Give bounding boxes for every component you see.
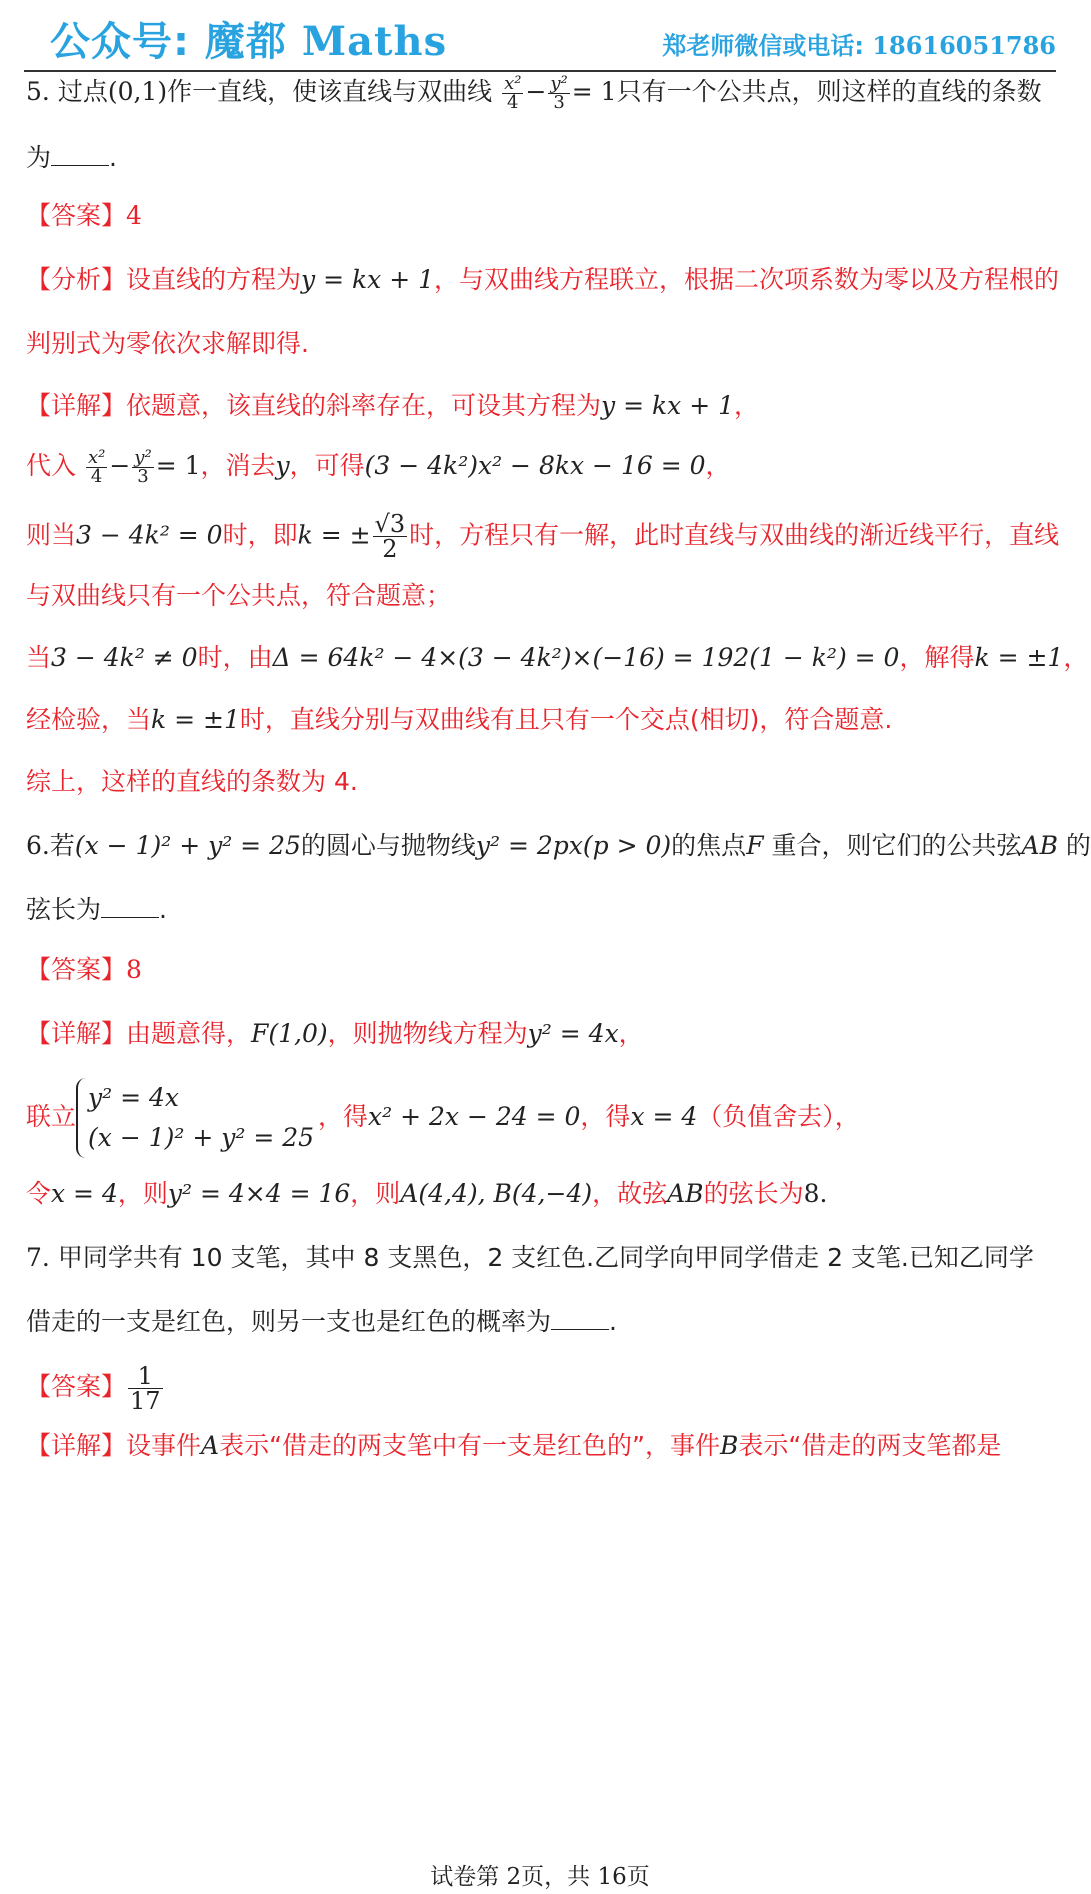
q5-detail-line5: 当3 − 4k² ≠ 0时，由Δ = 64k² − 4×(3 − 4k²)×(−16) = 192(1 − k²) = 0，解得k = ±1， (26, 643, 1089, 672)
q7-answer: 【答案】 $\frac{1}{17}$ (26, 1361, 161, 1415)
page-footer: 试卷第 2页，共 16页 (430, 1864, 650, 1890)
q5-detail-line4: 与双曲线只有一个公共点，符合题意； (26, 581, 452, 610)
page-header (0, 0, 1080, 72)
q7-stem-line2: 借走的一支是红色，则另一支也是红色的概率为 . (26, 1307, 617, 1336)
q5-detail-line3: 则当3 − 4k² = 0时，即k = ± $\frac{√3}{2}$ 时，方程只有一解，此时直线与双曲线的渐近线平行，直线 (26, 510, 1060, 563)
header-divider (24, 70, 1056, 72)
q5-detail-line1: 【详解】依题意，该直线的斜率存在，可设其方程为y = kx + 1， (26, 391, 760, 420)
equation-system: y² = 4x (x − 1)² + y² = 25 (76, 1078, 318, 1158)
answer-blank (101, 895, 159, 918)
q6-detail-line2: 联立 y² = 4x (x − 1)² + y² = 25 ，得x² + 2x − 24 = 0，得x = 4（负值舍去）， (26, 1078, 1056, 1158)
q6-detail-line1: 【详解】由题意得，F(1,0)，则抛物线方程为y² = 4x， (26, 1019, 644, 1048)
q6-stem-line1: 6.若(x − 1)² + y² = 25的圆心与抛物线y² = 2px(p > 0)的焦点F 重合，则它们的公共弦AB 的 (26, 831, 1091, 860)
answer-blank (551, 1307, 609, 1330)
q5-analysis-line2: 判别式为零依次求解即得. (26, 329, 309, 358)
answer-fraction: $\frac{1}{17}$ (130, 1361, 161, 1415)
contact-info: 郑老师微信或电话: 18616051786 (662, 31, 1056, 60)
q5-answer: 【答案】4 (26, 201, 142, 230)
q5-analysis-line1: 【分析】设直线的方程为y = kx + 1，与双曲线方程联立，根据二次项系数为零以及方程根的 (26, 265, 1060, 294)
q5-detail-line6: 经检验，当k = ±1时，直线分别与双曲线有且只有一个交点(相切)，符合题意. (26, 705, 893, 734)
q6-detail-line3: 令x = 4，则y² = 4×4 = 16，则A(4,4), B(4,−4)，故弦AB的弦长为8. (26, 1179, 828, 1208)
q7-detail-line1: 【详解】设事件A表示“借走的两支笔中有一支是红色的”，事件B表示“借走的两支笔都是 (26, 1431, 1002, 1460)
q5-detail-line7: 综上，这样的直线的条数为 4. (26, 767, 358, 796)
q5-detail-line2: 代入 $\frac{\text{x²}}{4}$ − $\frac{\text{y²}}{3}$ = 1，消去y，可得(3 − 4k²)x² − 8kx − 16 = 0， (26, 446, 731, 487)
brand-logo: 公众号: 魔都 Maths (50, 18, 448, 65)
answer-blank (51, 143, 109, 166)
q7-stem-line1: 7. 甲同学共有 10 支笔，其中 8 支黑色，2 支红色.乙同学向甲同学借走 2 支笔.已知乙同学 (26, 1243, 1034, 1272)
q6-stem-line2: 弦长为 . (26, 895, 167, 924)
fraction: $\frac{\text{x²}}{4}$ (504, 72, 522, 113)
q6-answer: 【答案】8 (26, 955, 142, 984)
q5-stem-line2: 为 . (26, 143, 117, 172)
q5-stem-line1: 5. 过点(0,1)作一直线，使该直线与双曲线 $\frac{\text{x²}}{4}$ − $\frac{\text{y²}}{3}$ = 1只有一个公共点，则这样的直线的条数 (26, 72, 1042, 113)
